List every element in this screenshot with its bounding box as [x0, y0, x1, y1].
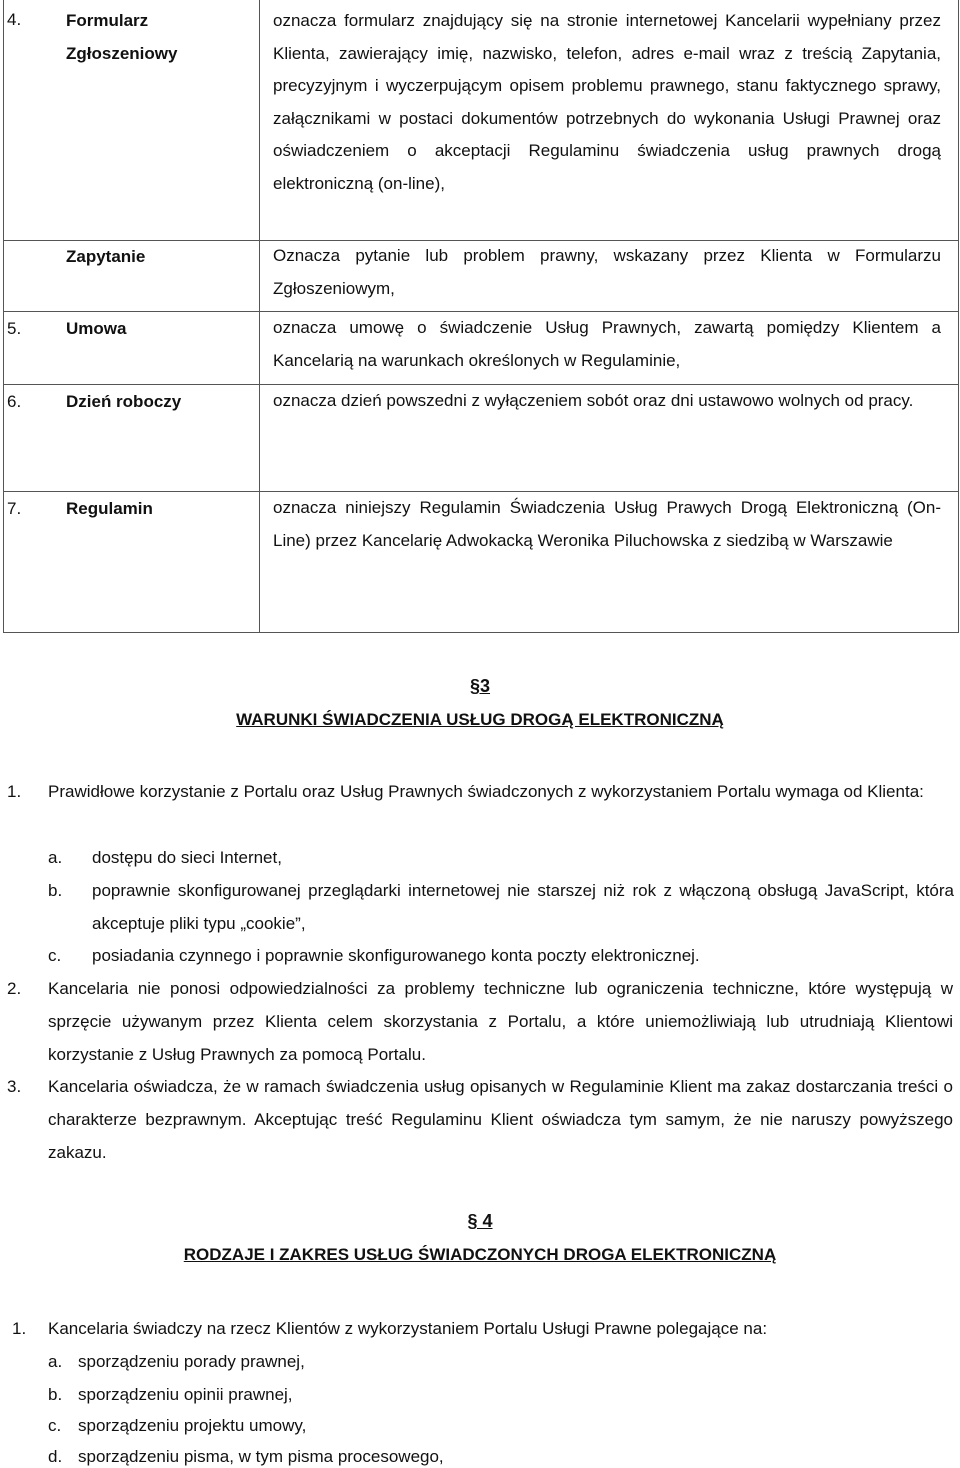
item-number: 1. — [7, 782, 22, 801]
item-text: Kancelaria oświadcza, że w ramach świadczenia usług opisanych w Regulaminie Klient ma zakaz dostarczania treści o charakterze bezprawnym. Akceptując treść Regulaminu Klient oświadcza tym samym, że nie naruszy powyższego zakazu. — [48, 1077, 953, 1162]
item-number: 3. — [7, 1077, 22, 1096]
term-line: Zgłoszeniowy — [66, 44, 178, 63]
subitem-letter: c. — [48, 946, 62, 965]
definition-term — [66, 4, 177, 70]
item-text: Kancelaria nie ponosi odpowiedzialności za problemy techniczne lub ograniczenia techniczne, które występują w sprzęcie używanym przez Klienta celem skorzystania z Portalu, a które uniemożliwiają lub utrudniają Klientowi korzystanie z Usług Prawnych za pomocą Portalu. — [48, 979, 953, 1064]
subitem-text: dostępu do sieci Internet, — [92, 848, 282, 867]
subitem-text: sporządzeniu porady prawnej, — [78, 1352, 305, 1371]
subitem-letter: d. — [48, 1447, 63, 1466]
definition-number: 6. — [7, 392, 22, 411]
definition-number: 5. — [7, 319, 22, 338]
section-title: WARUNKI ŚWIADCZENIA USŁUG DROGĄ ELEKTRONICZNĄ — [236, 710, 724, 729]
definition-number: 7. — [7, 499, 22, 518]
table-column-divider — [259, 0, 260, 632]
subitem-text: sporządzeniu projektu umowy, — [78, 1416, 307, 1435]
subitem-text: poprawnie skonfigurowanej przeglądarki internetowej nie starszej niż rok z włączoną obsługą JavaScript, która akceptuje pliki typu „cookie”, — [92, 881, 954, 933]
subitem-letter: b. — [48, 881, 63, 900]
definition-term: Umowa — [66, 319, 127, 338]
subitem-letter: a. — [48, 1352, 63, 1371]
term-line: Formularz — [66, 11, 149, 30]
definition-text: Oznacza pytanie lub problem prawny, wskazany przez Klienta w Formularzu Zgłoszeniowym, — [273, 246, 941, 298]
definition-text: oznacza niniejszy Regulamin Świadczenia Usług Prawych Drogą Elektroniczną (On-Line) przez Kancelarię Adwokacką Weronika Piluchowska z siedzibą w Warszawie — [273, 498, 941, 550]
definition-term: Zapytanie — [66, 247, 146, 266]
definition-term: Dzień roboczy — [66, 392, 182, 411]
definition-text: oznacza formularz znajdujący się na stronie internetowej Kancelarii wypełniany przez Klienta, zawierający imię, nazwisko, telefon, adres e-mail wraz z treścią Zapytania, precyzyjnym i wyczerpującym opisem problemu prawnego, stanu faktycznego sprawy, załącznikami w postaci dokumentów potrzebnych do wykonania Usługi Prawnej oraz oświadczeniem o akceptacji Regulaminu świadczenia usług prawnych drogą elektroniczną (on-line), — [273, 11, 941, 193]
section-title: RODZAJE I ZAKRES USŁUG ŚWIADCZONYCH DROGA ELEKTRONICZNĄ — [183, 1245, 777, 1264]
subitem-letter: a. — [48, 848, 63, 867]
item-number: 2. — [7, 979, 22, 998]
item-number: 1. — [12, 1319, 27, 1338]
item-text: Kancelaria świadczy na rzecz Klientów z wykorzystaniem Portalu Usługi Prawne polegające na: — [48, 1319, 768, 1338]
subitem-letter: c. — [48, 1416, 62, 1435]
subitem-text: sporządzeniu pisma, w tym pisma procesowego, — [78, 1447, 444, 1466]
definition-text: oznacza dzień powszedni z wyłączeniem sobót oraz dni ustawowo wolnych od pracy. — [273, 391, 914, 410]
definition-term: Regulamin — [66, 499, 153, 518]
subitem-text: sporządzeniu opinii prawnej, — [78, 1385, 293, 1404]
section-mark: §3 — [469, 676, 491, 696]
section-mark: § 4 — [467, 1211, 493, 1231]
subitem-text: posiadania czynnego i poprawnie skonfigurowanego konta poczty elektronicznej. — [92, 946, 700, 965]
definition-text: oznacza umowę o świadczenie Usług Prawnych, zawartą pomiędzy Klientem a Kancelarią na warunkach określonych w Regulaminie, — [273, 318, 941, 370]
subitem-letter: b. — [48, 1385, 63, 1404]
item-text: Prawidłowe korzystanie z Portalu oraz Usług Prawnych świadczonych z wykorzystaniem Portalu wymaga od Klienta: — [48, 782, 924, 801]
definition-number: 4. — [7, 10, 22, 29]
